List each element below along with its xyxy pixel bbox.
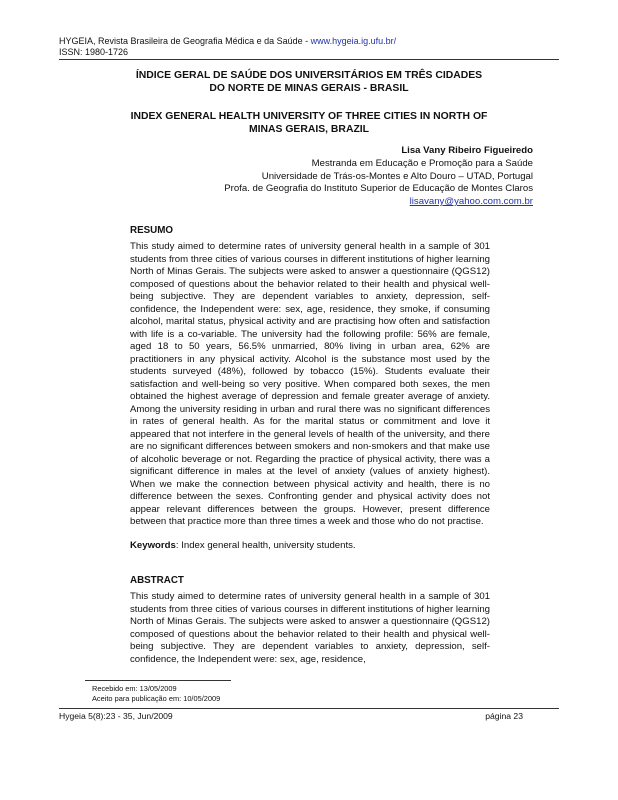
journal-title-line [59, 36, 396, 47]
footer-divider [59, 708, 559, 709]
footnote-divider [85, 680, 231, 681]
footnote [92, 684, 220, 703]
title-en-line2: MINAS GERAIS, BRAZIL [248, 124, 370, 135]
keywords-label: Keywords [130, 540, 176, 551]
keywords-line [130, 540, 356, 551]
abstract-heading: ABSTRACT [130, 575, 184, 586]
title-pt-line2: DO NORTE DE MINAS GERAIS - BRASIL [209, 83, 409, 94]
accepted-date: Aceito para publicação em: 10/05/2009 [92, 693, 221, 703]
journal-name: HYGEIA, Revista Brasileira de Geografia Médica e da Saúde - [59, 36, 311, 46]
issn: ISSN: 1980-1726 [59, 47, 129, 57]
title-english [90, 110, 528, 136]
author-name: Lisa Vany Ribeiro Figueiredo [401, 145, 533, 156]
title-pt-line1: ÍNDICE GERAL DE SAÚDE DOS UNIVERSITÁRIOS EM TRÊS CIDADES [135, 70, 483, 81]
received-date: Recebido em: 13/05/2009 [92, 684, 177, 693]
resumo-heading: RESUMO [130, 225, 174, 236]
author-email-link[interactable]: lisavany@yahoo.com.com.br [409, 196, 533, 208]
footer-citation: Hygeia 5(8):23 - 35, Jun/2009 [59, 711, 173, 721]
journal-header [59, 36, 396, 58]
author-affiliation-1: Mestranda em Educação e Promoção para a Saúde [311, 157, 533, 169]
abstract-paragraph: This study aimed to determine rates of university general health in a sample of 301 students from three cities of various courses in different institutions of higher learning North of Minas Gerais. The subjects were asked to answer a questionnaire (QGS12) composed of questions about the behavior related to their health and physical well-being subjective. They are dependent variables to anxiety, depression, self-confidence, the Independent were: sex, age, residence, [130, 591, 490, 665]
title-en-line1: INDEX GENERAL HEALTH UNIVERSITY OF THREE CITIES IN NORTH OF [130, 111, 488, 122]
page-number: página 23 [485, 711, 523, 721]
keywords-text: : Index general health, university students. [175, 540, 356, 551]
author-affiliation-2: Universidade de Trás-os-Montes e Alto Douro – UTAD, Portugal [261, 170, 533, 182]
author-affiliation-3: Profa. de Geografia do Instituto Superior de Educação de Montes Claros [224, 183, 533, 195]
author-block [224, 145, 533, 209]
resumo-paragraph: This study aimed to determine rates of university general health in a sample of 301 students from three cities of various courses in different institutions of higher learning North of Minas Gerais. The subjects were asked to answer a questionnaire (QGS12) composed of questions about the behavior related to their health and physical well-being subjective. They are dependent variables to anxiety, depression, self-confidence, the Independent were: sex, age, residence, they smoke, if consuming alcohol, marital status, physical activity and are practising how often and satisfaction with life is a co-variable. The university had the following profile: 56% are female, aged 18 to 50 years, 56.5% unmarried, 80% living in urban area, 62% are practitioners in any physical activity. Alcohol is the substance most used by the students surveyed (48%), followed by tobacco (15%). Students evaluate their satisfaction and well-being so very positive. When compared both sexes, the men obtained the highest average of depression and female greater average of anxiety. Among the university residing in urban and rural there was no significant differences in rates of general health. As for the marital status or commitment and love it appeared that not interfere in the general levels of health of the university, and there are no significant differences between smokers and non-smokers and that make use of alcoholic beverage or not. Regarding the practice of physical activity, there was a significant difference in males at the level of anxiety (values of anxiety highest). When we make the connection between physical activity and health, there is no difference between the sexes. Confronting gender and physical activity does not appear relevant differences between the groups. However, present difference between that practice more than three times a week and those who do not practise. [130, 241, 490, 527]
header-divider [59, 59, 559, 60]
journal-url-link[interactable]: www.hygeia.ig.ufu.br/ [310, 36, 397, 46]
title-portuguese [90, 69, 528, 95]
